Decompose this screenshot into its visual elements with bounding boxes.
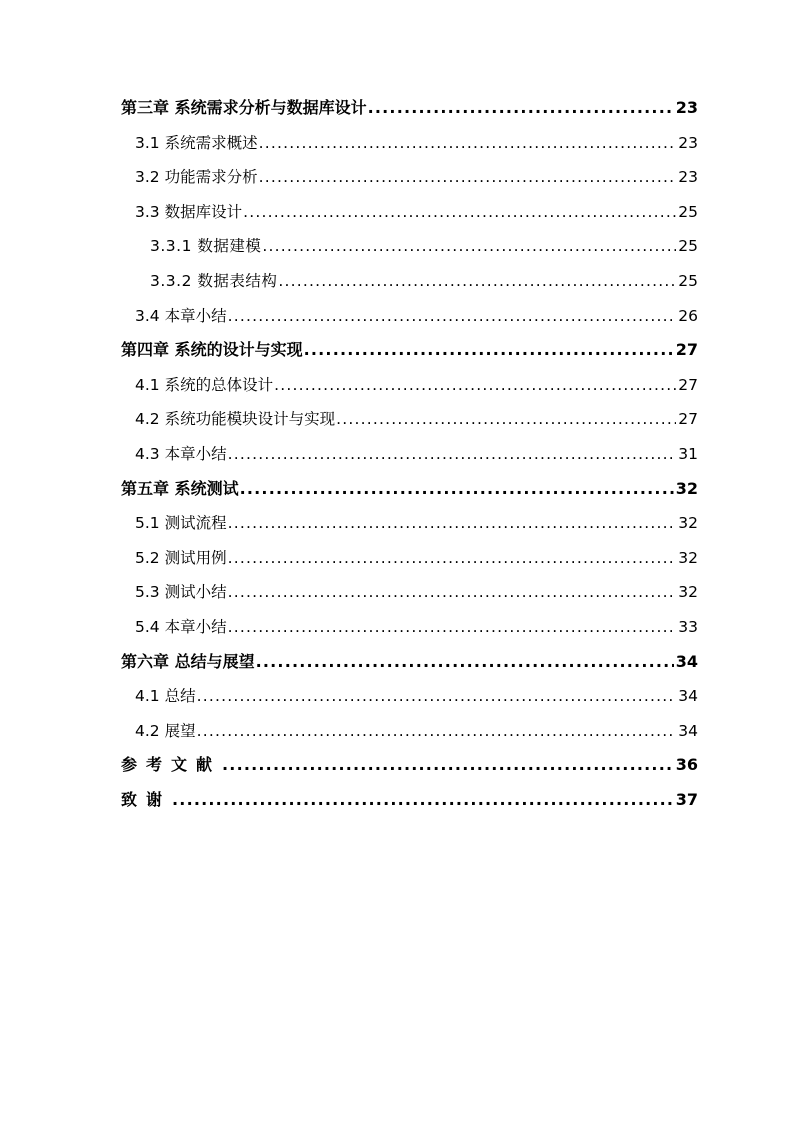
dot-leader (259, 160, 677, 195)
toc-entry-page: 27 (678, 375, 698, 394)
toc-entry-page: 32 (678, 514, 698, 533)
toc-entry-title: 3.3.2 数据表结构 (150, 271, 278, 290)
toc-entry-3-3[interactable] (121, 195, 698, 230)
dot-leader (336, 402, 676, 437)
toc-entry-acknowledgements[interactable] (121, 783, 698, 818)
toc-entry-page: 27 (675, 340, 698, 360)
dot-leader (368, 91, 674, 126)
toc-entry-title: 4.2 系统功能模块设计与实现 (135, 410, 336, 429)
dot-leader (228, 299, 677, 334)
toc-entry-5-3[interactable] (121, 575, 698, 610)
toc-entry-chapter-4[interactable] (121, 333, 698, 368)
toc-entry-chapter-3[interactable] (121, 91, 698, 126)
toc-entry-title: 第六章 总结与展望 (121, 651, 255, 671)
toc-entry-3-4[interactable] (121, 299, 698, 334)
toc-entry-title: 3.2 功能需求分析 (135, 168, 258, 187)
dot-leader (274, 368, 676, 403)
toc-entry-title: 4.1 系统的总体设计 (135, 375, 274, 394)
toc-entry-title: 5.4 本章小结 (135, 617, 227, 636)
toc-entry-page: 32 (675, 478, 698, 498)
dot-leader (256, 645, 674, 680)
toc-entry-page: 31 (678, 444, 698, 463)
toc-entry-title: 3.3.1 数据建模 (150, 237, 262, 256)
toc-entry-5-4[interactable] (121, 610, 698, 645)
dot-leader (197, 679, 677, 714)
dot-leader (228, 541, 677, 576)
toc-entry-title: 第三章 系统需求分析与数据库设计 (121, 98, 367, 117)
toc-entry-6-1[interactable] (121, 679, 698, 714)
toc-entry-title: 致谢 (121, 789, 172, 809)
toc-entry-title: 4.3 本章小结 (135, 444, 227, 463)
dot-leader (304, 333, 674, 368)
toc-entry-chapter-5[interactable] (121, 472, 698, 507)
dot-leader (243, 195, 676, 230)
toc-entry-page: 27 (678, 410, 698, 429)
toc-entry-title: 第四章 系统的设计与实现 (121, 340, 303, 360)
toc-entry-title: 3.4 本章小结 (135, 306, 227, 325)
toc-entry-page: 32 (678, 583, 698, 602)
dot-leader (228, 506, 677, 541)
toc-entry-page: 25 (678, 271, 698, 290)
toc-entry-chapter-6[interactable] (121, 645, 698, 680)
toc-entry-page: 23 (678, 133, 698, 152)
dot-leader (240, 472, 674, 507)
toc-entry-title: 第五章 系统测试 (121, 478, 239, 498)
toc-entry-page: 36 (675, 755, 698, 775)
dot-leader (259, 126, 677, 161)
toc-entry-title: 3.3 数据库设计 (135, 202, 243, 221)
toc-entry-page: 25 (678, 237, 698, 256)
dot-leader (228, 437, 677, 472)
dot-leader (228, 575, 677, 610)
toc-entry-page: 34 (678, 721, 698, 740)
toc-entry-4-2[interactable] (121, 402, 698, 437)
toc-entry-page: 23 (678, 168, 698, 187)
toc-entry-title: 3.1 系统需求概述 (135, 133, 258, 152)
dot-leader (262, 229, 676, 264)
toc-entry-5-1[interactable] (121, 506, 698, 541)
dot-leader (222, 748, 674, 783)
toc-entry-3-3-1[interactable] (121, 229, 698, 264)
toc-entry-page: 32 (678, 548, 698, 567)
toc-entry-5-2[interactable] (121, 541, 698, 576)
toc-entry-title: 5.1 测试流程 (135, 514, 227, 533)
toc-entry-page: 37 (675, 789, 698, 809)
toc-entry-4-1[interactable] (121, 368, 698, 403)
toc-entry-page: 33 (678, 617, 698, 636)
dot-leader (278, 264, 676, 299)
toc-entry-title: 5.3 测试小结 (135, 583, 227, 602)
toc-entry-references[interactable] (121, 748, 698, 783)
toc-entry-page: 34 (675, 651, 698, 671)
dot-leader (228, 610, 677, 645)
dot-leader (172, 783, 674, 818)
toc-entry-title: 5.2 测试用例 (135, 548, 227, 567)
dot-leader (197, 714, 677, 749)
toc-entry-3-3-2[interactable] (121, 264, 698, 299)
toc-entry-title: 4.2 展望 (135, 721, 196, 740)
toc-entry-page: 26 (678, 306, 698, 325)
toc-entry-page: 34 (678, 687, 698, 706)
toc-entry-title: 参考文献 (121, 755, 222, 775)
toc-entry-title: 4.1 总结 (135, 687, 196, 706)
toc-entry-3-1[interactable] (121, 126, 698, 161)
toc-entry-page: 23 (675, 98, 698, 117)
toc-entry-6-2[interactable] (121, 714, 698, 749)
toc-entry-4-3[interactable] (121, 437, 698, 472)
toc-entry-3-2[interactable] (121, 160, 698, 195)
table-of-contents (121, 91, 698, 817)
toc-entry-page: 25 (678, 202, 698, 221)
